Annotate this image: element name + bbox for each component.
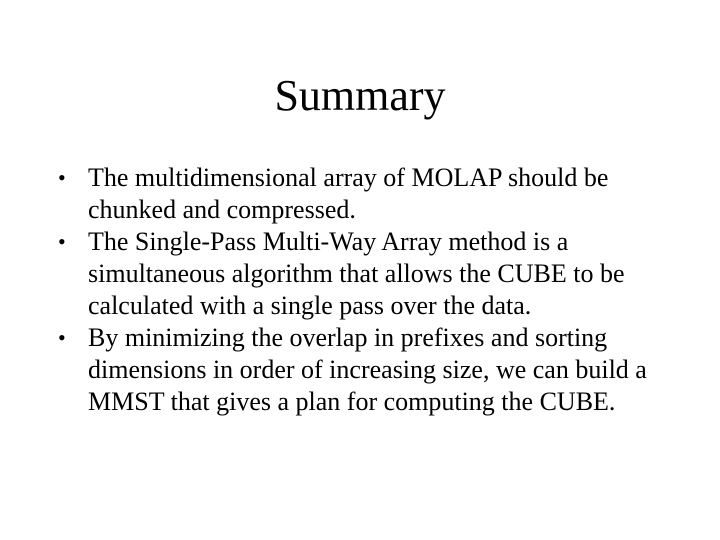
bullet-list (58, 162, 668, 418)
bullet-icon: • (58, 325, 66, 350)
bullet-text-3: By minimizing the overlap in prefixes and sorting dimensions in order of increasing size, we can build a MMST that gives a plan for computing the CUBE. (88, 323, 647, 416)
bullet-icon: • (58, 165, 66, 190)
slide-title: Summary (274, 71, 446, 120)
bullet-item-3 (58, 322, 668, 418)
bullet-text-2: The Single-Pass Multi-Way Array method is a simultaneous algorithm that allows the CUBE to be calculated with a single pass over the data. (88, 227, 625, 320)
bullet-item-1 (58, 162, 668, 226)
bullet-text-1: The multidimensional array of MOLAP should be chunked and compressed. (88, 163, 609, 224)
bullet-item-2 (58, 226, 668, 322)
bullet-icon: • (58, 229, 66, 254)
